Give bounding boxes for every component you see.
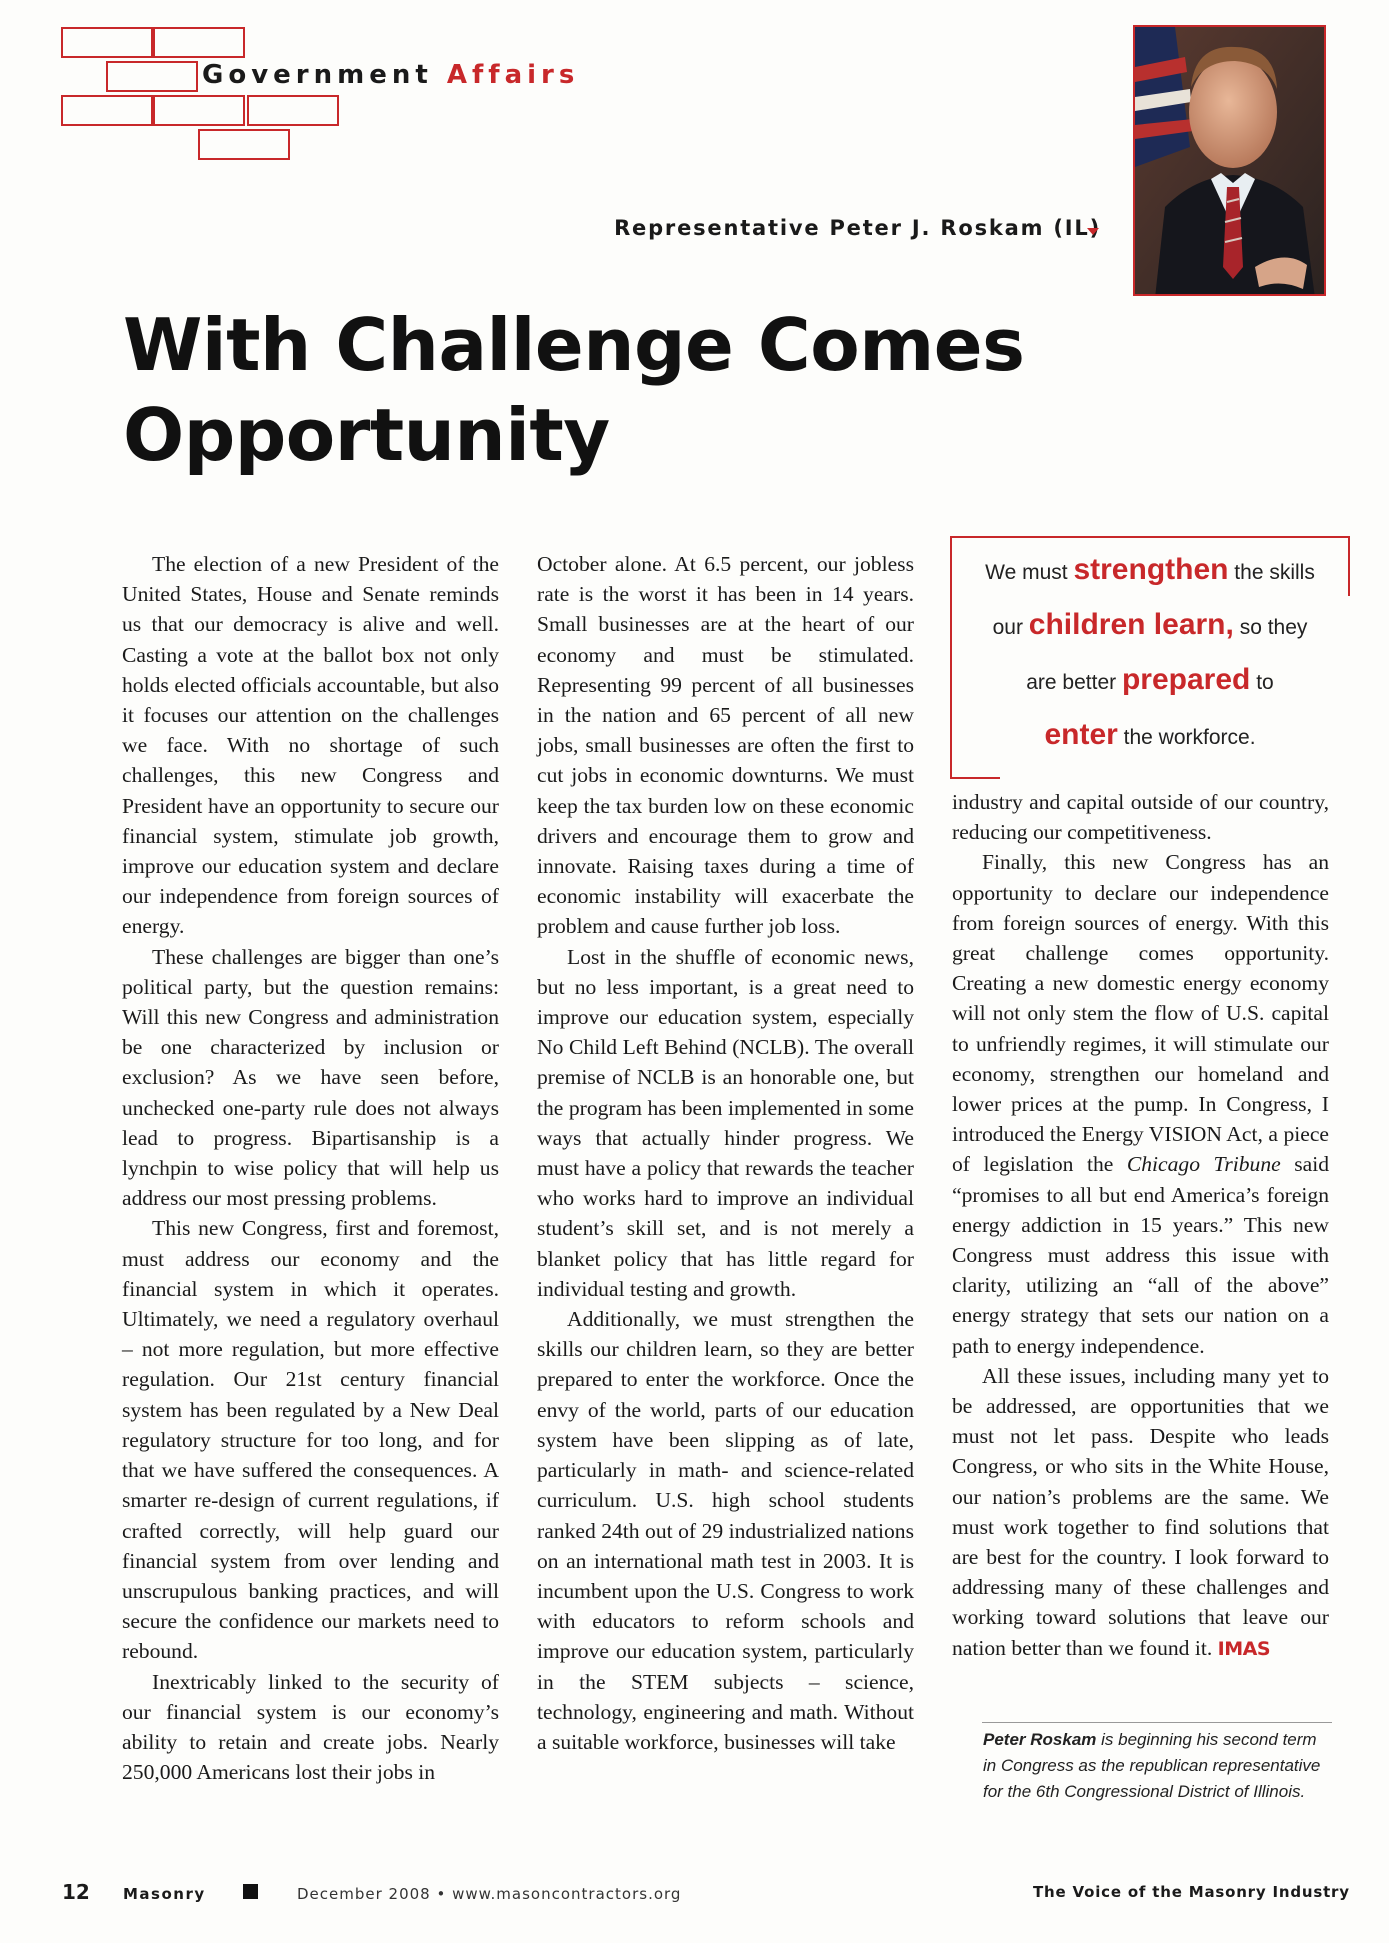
col1-paragraph-1: The election of a new President of the United States, House and Senate reminds us that our democracy is alive and well. Casting a vote at the ballot box not only holds elected officials accountable, but also it focuses our attention on the challenges we face. With no shortage of such challenges, this new Congress and President have an opportunity to secure our financial system, stimulate job growth, improve our education system and declare our independence from foreign sources of energy. [122,552,499,939]
pq-text: are better [1026,671,1122,694]
pq-emphasis: children learn, [1028,608,1234,641]
col1-paragraph-2: These challenges are bigger than one’s political party, but the question remains: Will this new Congress and administration be one characterized by inclusion or exclusion? As we have seen before, unchecked one-party rule does not always lead to progress. Bipartisanship is a lynchpin to wise policy that will help us address our most pressing problems. [122,944,499,1211]
brick-logo-6 [247,95,339,126]
pq-text: the workforce. [1117,726,1256,749]
bio-name: Peter Roskam [983,1730,1097,1749]
byline-arrow-icon [1087,228,1099,235]
article-title [123,300,1123,480]
brick-logo-3 [106,61,198,92]
article-title-line1: With Challenge Comes [123,303,1025,387]
article-column-1 [122,549,499,1787]
section-label-word2: Affairs [446,60,580,90]
newspaper-name: Chicago Tribune [1126,1152,1281,1177]
byline: Representative Peter J. Roskam (IL) [614,216,1101,240]
page-number: 12 [62,1880,90,1904]
pull-quote-line-3 [952,663,1348,697]
col1-paragraph-4: Inextricably linked to the security of our financial system is our economy’s ability to retain and create jobs. Nearly 250,000 Americans lost their jobs in [122,1669,499,1785]
footer-tagline: The Voice of the Masonry Industry [1033,1883,1350,1901]
col3-paragraph-1: industry and capital outside of our country, reducing our competitiveness. [952,790,1329,845]
col2-paragraph-2: Lost in the shuffle of economic news, but no less important, is a great need to improve our education system, especially No Child Left Behind (NCLB). The overall premise of NCLB is an honorable one, but the program has been implemented in some ways that actually hinder progress. We must have a policy that rewards the teacher who works hard to improve an individual student’s skill set, and is not merely a blanket policy that has little regard for individual testing and growth. [537,944,914,1301]
col3-p2-text-a: Finally, this new Congress has an opportunity to declare our independence from foreign sources of energy. With this great challenge comes opportunity. Creating a new domestic energy economy will not only stem the flow of U.S. capital to unfriendly regimes, it will stimulate our economy, strengthen our homeland and lower prices at the pump. In Congress, I introduced the Energy VISION Act, a piece of legislation the [952,850,1329,1177]
bio-text: is beginning his second term in Congress as the republican representative for the 6th Congressional District of Illinois. [983,1730,1321,1801]
portrait-photo [1133,25,1326,296]
brick-logo-2 [153,27,245,58]
brick-logo-7 [198,129,290,160]
col3-paragraph-2 [952,847,1329,1360]
article-column-3 [952,787,1329,1664]
brick-logo-5 [153,95,245,126]
col3-p2-text-b: said “promises to all but end America’s foreign energy addiction in 15 years.” This new Congress must address this issue with clarity, utilizing an “all of the above” energy strategy that sets our nation on a path to energy independence. [952,1152,1329,1358]
footer-square-icon [243,1884,258,1899]
pull-quote-line-2 [952,608,1348,642]
pq-text: We must [985,561,1074,584]
section-label-word1: Government [202,60,433,90]
magazine-name: Masonry [123,1885,206,1903]
col1-paragraph-3: This new Congress, first and foremost, must address our economy and the financial system in which it operates. Ultimately, we need a regulatory overhaul – not more regulation, but more effective regulation. Our 21st century financial system has been regulated by a New Deal regulatory structure for too long, and for that we have suffered the consequences. A smarter re-design of current regulations, if crafted correctly, will help guard our financial system from over lending and unscrupulous banking practices, and will secure the confidence our markets need to rebound. [122,1216,499,1664]
section-label [202,60,579,90]
bio-divider [982,1722,1332,1723]
portrait-illustration [1135,27,1326,296]
pq-text: to [1250,671,1274,694]
col3-paragraph-3 [952,1361,1329,1664]
col2-paragraph-1: October alone. At 6.5 percent, our jobless rate is the worst it has been in 14 years. Small businesses are at the heart of our economy and must be stimulated. Representing 99 percent of all businesses in the nation and 65 percent of all new jobs, small businesses are often the first to cut jobs in economic downturns. We must keep the tax burden low on these economic drivers and encourage them to grow and innovate. Raising taxes during a time of economic instability will exacerbate the problem and cause further job loss. [537,552,914,939]
article-title-line2: Opportunity [123,393,610,477]
col2-paragraph-3: Additionally, we must strengthen the skills our children learn, so they are better prepared to enter the workforce. Once the envy of the world, parts of our education system have been slipping as of late, particularly in math- and science-related curriculum. U.S. high school students ranked 24th out of 29 industrialized nations on an international math test in 2003. It is incumbent upon the U.S. Congress to work with educators to reform schools and improve our education system, particularly in the STEM subjects – science, technology, engineering and math. Without a suitable workforce, businesses will take [537,1307,914,1754]
brick-logo-1 [61,27,153,58]
pull-quote-bottom-rule [950,777,1000,779]
pq-text: so they [1233,616,1308,639]
pq-text: the skills [1228,561,1315,584]
pq-text: our [992,616,1029,639]
pq-emphasis: enter [1044,718,1118,751]
pull-quote-line-4 [952,718,1348,752]
end-mark: IMAS [1217,1637,1271,1660]
pq-emphasis: prepared [1121,663,1251,696]
pq-emphasis: strengthen [1073,553,1229,586]
article-column-2 [537,549,914,1757]
pull-quote-corner [1348,536,1350,596]
col3-p3-text: All these issues, including many yet to be addressed, are opportunities that we must not let pass. Despite who leads Congress, or who sits in the White House, our nation’s problems are the same. We must work together to find solutions that are best for the country. I look forward to addressing many of these challenges and working toward solutions that leave our nation better than we found it. [952,1363,1329,1660]
pull-quote-line-1 [952,553,1348,587]
author-bio [983,1727,1333,1805]
issue-date-url: December 2008 • www.masoncontractors.org [297,1885,682,1903]
brick-logo-4 [61,95,153,126]
